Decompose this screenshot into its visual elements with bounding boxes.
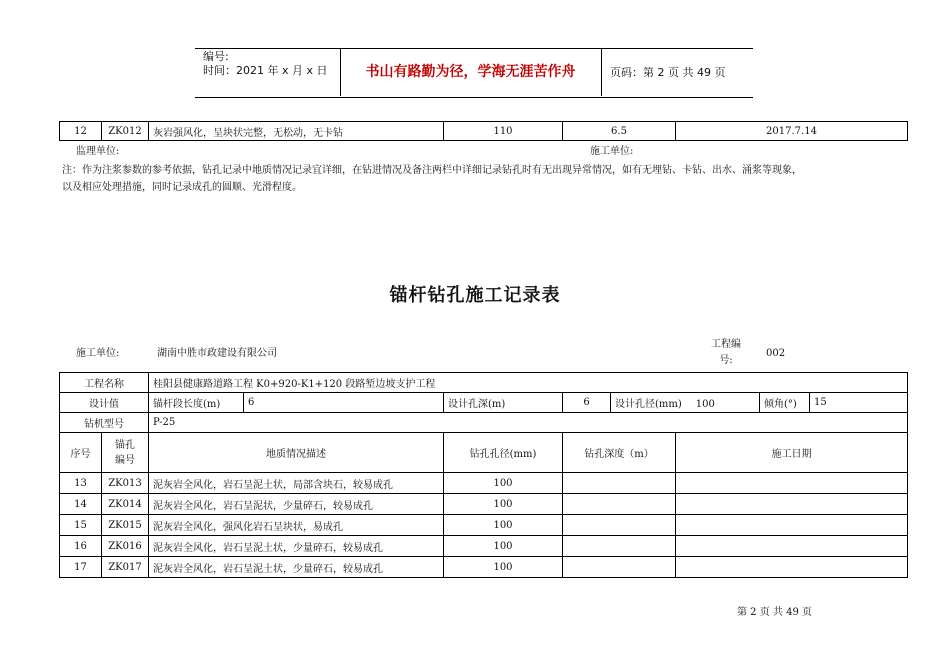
row-desc: 泥灰岩全风化，岩石呈泥土状，局部含块石，较易成孔: [149, 473, 444, 494]
row-seq: 16: [60, 536, 102, 557]
row-seq: 17: [60, 557, 102, 578]
row-hole: ZK016: [102, 536, 149, 557]
record-rows: [60, 473, 908, 578]
header-page-number: 页码：第 2 页 共 49 页: [610, 66, 726, 79]
header-motto: 书山有路勤为径，学海无涯苦作舟: [365, 64, 576, 80]
note-line: 注：作为注浆参数的参考依据，钻孔记录中地质情况记录宜详细，在钻进情况及备注两栏中详细记录钻孔时有无出现异常情况，如有无埋钻、卡钻、出水、涌浆等现象，: [62, 165, 802, 176]
constructor-label: 施工单位:: [590, 146, 634, 157]
row-dia: 100: [444, 473, 563, 494]
time-label: 时间：2021 年 x 月 x 日: [203, 64, 328, 77]
row-hole: ZK012: [102, 122, 149, 141]
row-hole: ZK015: [102, 515, 149, 536]
row-depth: [563, 473, 676, 494]
header-divider: [601, 48, 602, 96]
previous-record-table: [59, 121, 908, 141]
col-date: 施工日期: [676, 433, 908, 473]
row-desc: 灰岩强风化，呈块状完整，无松动，无卡钻: [149, 122, 444, 141]
supervisor-label: 监理单位:: [76, 146, 120, 157]
design-depth-value: 6: [563, 393, 611, 413]
project-name-label: 工程名称: [60, 373, 149, 393]
row-date: [676, 515, 908, 536]
segment-length-label: 锚杆段长度(m): [149, 393, 244, 413]
row-depth: 6.5: [563, 122, 676, 141]
angle-value: 15: [810, 393, 908, 413]
row-desc: 泥灰岩全风化，强风化岩石呈块状，易成孔: [149, 515, 444, 536]
design-diameter-value: 100: [695, 399, 715, 410]
row-depth: [563, 557, 676, 578]
row-seq: 12: [60, 122, 102, 141]
row-date: 2017.7.14: [676, 122, 908, 141]
col-dia: 钻孔孔径(mm): [444, 433, 563, 473]
row-hole: ZK014: [102, 494, 149, 515]
col-seq: 序号: [60, 433, 102, 473]
row-dia: 100: [444, 536, 563, 557]
col-desc: 地质情况描述: [149, 433, 444, 473]
row-dia: 110: [444, 122, 563, 141]
unit-value: 湖南中胜市政建设有限公司: [157, 348, 277, 359]
header-meta: [203, 50, 328, 78]
project-name-value: 桂阳县健康路道路工程 K0+920-K1+120 段路堑边坡支护工程: [149, 373, 908, 393]
col-hole-line2: 编号: [115, 454, 135, 466]
row-dia: 100: [444, 515, 563, 536]
col-depth: 钻孔深度（m）: [563, 433, 676, 473]
design-label: 设计值: [60, 393, 149, 413]
project-number-label-1: 工程编: [711, 339, 741, 350]
row-seq: 13: [60, 473, 102, 494]
row-dia: 100: [444, 494, 563, 515]
note: [62, 162, 892, 196]
design-diameter-label: 设计孔径(mm) 100: [611, 393, 760, 413]
row-seq: 14: [60, 494, 102, 515]
table-row: [60, 393, 908, 413]
row-desc: 泥灰岩全风化，岩石呈泥土状，少量碎石，较易成孔: [149, 536, 444, 557]
row-date: [676, 494, 908, 515]
row-date: [676, 473, 908, 494]
col-hole: [102, 433, 149, 473]
code-label: 编号:: [203, 50, 229, 63]
table-header-row: [60, 433, 908, 473]
row-depth: [563, 536, 676, 557]
table-row: [60, 515, 908, 536]
row-date: [676, 536, 908, 557]
row-desc: 泥灰岩全风化，岩石呈泥土状，少量碎石，较易成孔: [149, 557, 444, 578]
angle-label: 倾角(°): [760, 393, 810, 413]
note-line: 以及相应处理措施，同时记录成孔的圆顺、光滑程度。: [62, 182, 302, 193]
col-hole-line1: 锚孔: [115, 439, 135, 451]
row-depth: [563, 494, 676, 515]
rig-value: P-25: [149, 413, 908, 433]
row-desc: 泥灰岩全风化，岩石呈泥状，少量碎石，较易成孔: [149, 494, 444, 515]
page-title: 锚杆钻孔施工记录表: [389, 285, 561, 306]
record-table: [59, 372, 908, 578]
table-row: [60, 413, 908, 433]
project-number-label-2: 号:: [719, 355, 733, 366]
unit-label: 施工单位:: [76, 348, 120, 359]
row-seq: 15: [60, 515, 102, 536]
row-depth: [563, 515, 676, 536]
page-footer: 第 2 页 共 49 页: [737, 607, 812, 618]
rig-label: 钻机型号: [60, 413, 149, 433]
row-date: [676, 557, 908, 578]
row-hole: ZK017: [102, 557, 149, 578]
table-row: [60, 373, 908, 393]
project-number-label: [711, 337, 741, 369]
row-hole: ZK013: [102, 473, 149, 494]
segment-length-value: 6: [244, 393, 444, 413]
table-row: [60, 473, 908, 494]
project-number-value: 002: [766, 348, 786, 359]
table-row: [60, 494, 908, 515]
table-row: [60, 557, 908, 578]
table-row: [60, 122, 908, 141]
design-depth-label: 设计孔深(m): [444, 393, 563, 413]
row-dia: 100: [444, 557, 563, 578]
table-row: [60, 536, 908, 557]
